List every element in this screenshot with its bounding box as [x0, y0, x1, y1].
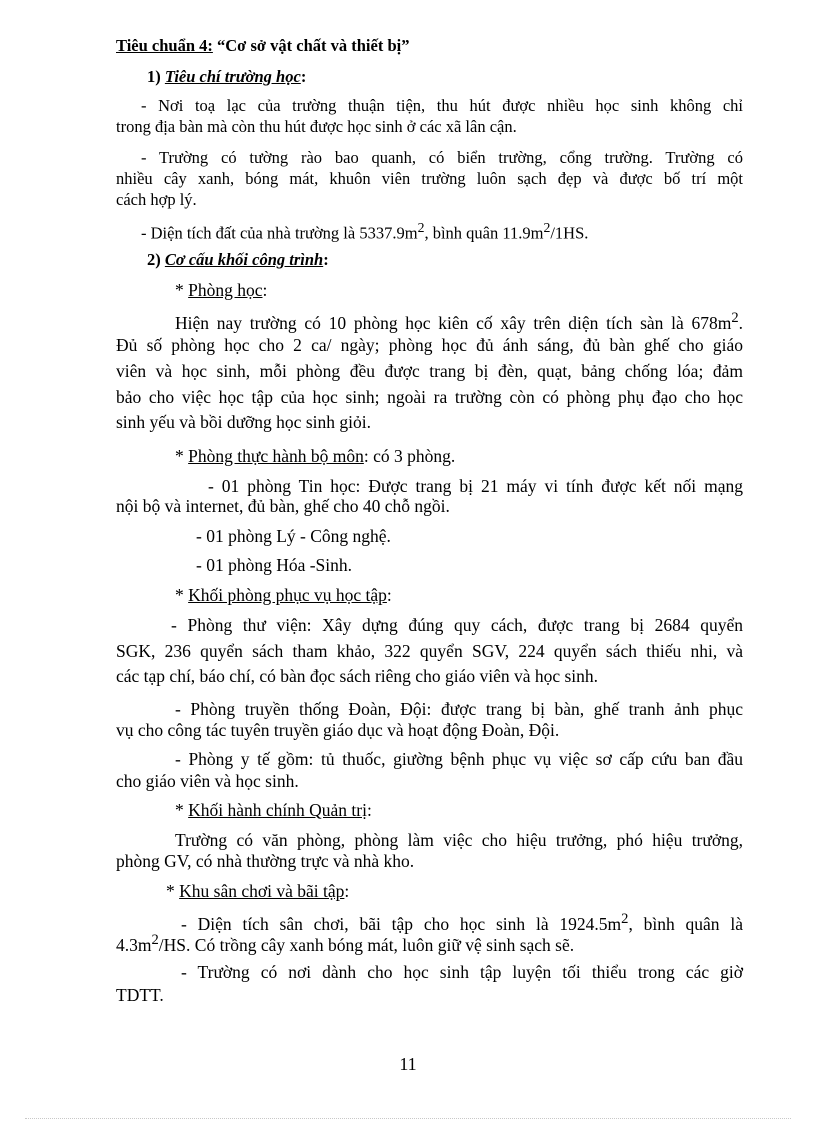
superscript: 2 — [543, 220, 551, 235]
text-run: /1HS. — [550, 223, 589, 243]
subsection-playground — [166, 883, 349, 901]
subsection-rest: : có 3 phòng. — [363, 446, 456, 466]
colon: : — [262, 280, 268, 300]
paragraph-line: trong địa bàn mà còn thu hút được học sinh ở các xã lân cận. — [116, 117, 517, 136]
text-run: 4.3m — [116, 934, 152, 955]
paragraph-line: - Nơi toạ lạc của trường thuận tiện, thu hút được nhiều học sinh không chỉ — [141, 96, 743, 115]
text-run: /HS. Có trồng cây xanh bóng mát, luôn giữ vệ sinh sạch sẽ. — [158, 934, 575, 955]
bullet-star: * — [175, 446, 189, 466]
section-number: 2) — [147, 250, 165, 269]
paragraph-line: Trường có văn phòng, phòng làm việc cho hiệu trưởng, phó hiệu trưởng, — [175, 830, 743, 850]
paragraph-line: - Trường có nơi dành cho học sinh tập luyện tối thiểu trong các giờ — [181, 962, 743, 982]
superscript: 2 — [731, 310, 739, 326]
subsection-label: Phòng học — [188, 280, 263, 300]
section-2-heading — [147, 252, 329, 269]
paragraph-line: TDTT. — [116, 985, 164, 1005]
section-title: Tiêu chí trường học — [164, 67, 301, 86]
subsection-labs — [175, 448, 455, 466]
paragraph-line: cho giáo viên và học sinh. — [116, 771, 299, 791]
land-area-line — [141, 221, 588, 242]
paragraph-line: SGK, 236 quyển sách tham khảo, 322 quyển SGV, 224 quyển sách thiếu nhi, và — [116, 641, 743, 661]
paragraph-line: - Trường có tường rào bao quanh, có biển trường, cổng trường. Trường có — [141, 148, 743, 167]
paragraph-line: - Phòng truyền thống Đoàn, Đội: được trang bị bàn, ghế tranh ảnh phục — [175, 699, 743, 719]
subsection-administration — [175, 802, 372, 820]
colon: : — [366, 800, 372, 820]
bullet-star: * — [175, 280, 189, 300]
subsection-label: Khối hành chính Quản trị — [188, 800, 367, 820]
standard-label: Tiêu chuẩn 4: — [116, 36, 213, 55]
standard-title: “Cơ sở vật chất và thiết bị” — [212, 36, 410, 55]
page-boundary-rule — [25, 1118, 791, 1119]
subsection-classrooms — [175, 282, 267, 300]
list-item: - 01 phòng Hóa -Sinh. — [196, 555, 353, 575]
superscript: 2 — [417, 220, 425, 235]
section-title: Cơ cấu khối công trình — [164, 250, 324, 269]
subsection-label: Khối phòng phục vụ học tập — [188, 585, 387, 605]
page-number: 11 — [399, 1054, 417, 1074]
section-number: 1) — [147, 67, 165, 86]
paragraph-line: vụ cho công tác tuyên truyền giáo dục và hoạt động Đoàn, Đội. — [116, 720, 560, 740]
section-1-heading — [147, 69, 306, 86]
paragraph-line: - 01 phòng Tin học: Được trang bị 21 máy vi tính được kết nối mạng — [208, 476, 743, 496]
paragraph-line: sinh yếu và bồi dưỡng học sinh giỏi. — [116, 412, 371, 432]
paragraph-line: nội bộ và internet, đủ bàn, ghế cho 40 chỗ ngồi. — [116, 496, 450, 516]
section-colon: : — [300, 67, 307, 86]
paragraph-line: - Phòng thư viện: Xây dựng đúng quy cách, được trang bị 2684 quyển — [171, 615, 743, 635]
superscript: 2 — [621, 911, 629, 927]
text-run: . — [738, 312, 743, 333]
standard-heading — [116, 38, 409, 55]
paragraph-line: - Phòng y tế gồm: tủ thuốc, giường bệnh phục vụ việc sơ cấp cứu ban đầu — [175, 749, 743, 769]
paragraph-line: các tạp chí, báo chí, có bàn đọc sách riêng cho giáo viên và học sinh. — [116, 666, 599, 686]
text-run: , bình quân là — [628, 913, 743, 934]
paragraph-line: nhiều cây xanh, bóng mát, khuôn viên trường luôn sạch đẹp và được bố trí một — [116, 169, 743, 188]
text-run: - Diện tích sân chơi, bãi tập cho học sinh là 1924.5m — [181, 913, 622, 934]
paragraph-line: bảo cho việc học tập của học sinh; ngoài ra trường còn có phòng phụ đạo cho học — [116, 387, 743, 407]
bullet-star: * — [166, 881, 180, 901]
paragraph-line: phòng GV, có nhà thường trực và nhà kho. — [116, 851, 415, 871]
colon: : — [344, 881, 350, 901]
paragraph-line — [181, 912, 743, 933]
subsection-label: Phòng thực hành bộ môn — [188, 446, 364, 466]
subsection-support-rooms — [175, 587, 392, 605]
superscript: 2 — [151, 932, 159, 948]
text-run: , bình quân 11.9m — [424, 223, 544, 243]
section-colon: : — [323, 250, 329, 269]
subsection-label: Khu sân chơi và bãi tập — [179, 881, 345, 901]
bullet-star: * — [175, 800, 189, 820]
paragraph-line — [175, 311, 743, 332]
text-run: - Diện tích đất của nhà trường là 5337.9m — [141, 223, 418, 243]
paragraph-line: Đủ số phòng học cho 2 ca/ ngày; phòng học đủ ánh sáng, đủ bàn ghế cho giáo — [116, 335, 743, 355]
paragraph-line: cách hợp lý. — [116, 190, 197, 209]
paragraph-line: viên và học sinh, mỗi phòng đều được trang bị đèn, quạt, bảng chống lóa; đảm — [116, 361, 743, 381]
colon: : — [386, 585, 392, 605]
text-run: Hiện nay trường có 10 phòng học kiên cố xây trên diện tích sàn là 678m — [175, 312, 732, 333]
paragraph-line — [116, 933, 574, 954]
bullet-star: * — [175, 585, 189, 605]
list-item: - 01 phòng Lý - Công nghệ. — [196, 526, 391, 546]
